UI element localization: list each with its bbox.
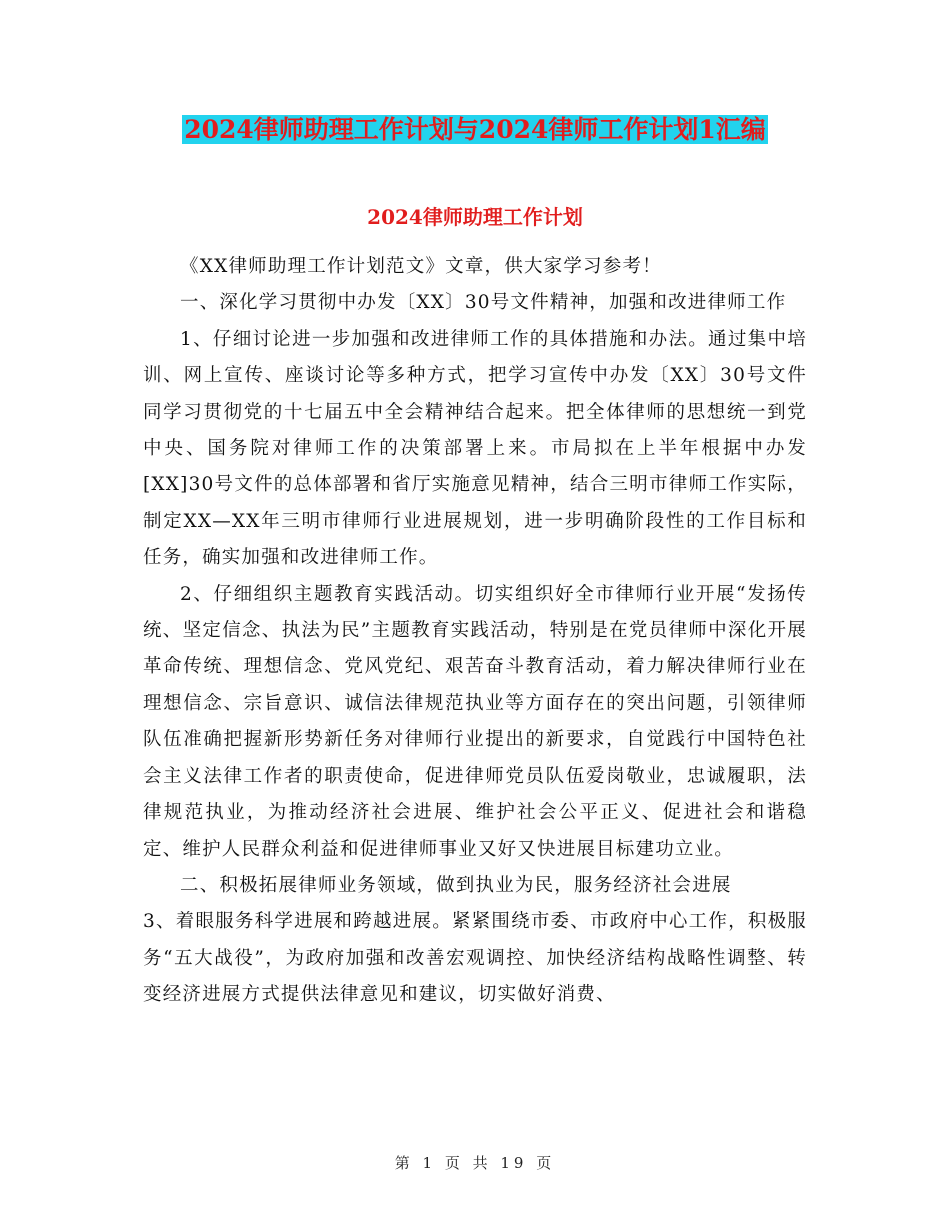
paragraph-item-3: 3、着眼服务科学进展和跨越进展。紧紧围绕市委、市政府中心工作，积极服务“五大战役”，为政府加强和改善宏观调控、加快经济结构战略性调整、转变经济进展方式提供法律意见和建议，切实做好消费、 bbox=[143, 911, 807, 1006]
paragraph-item-2: 2、仔细组织主题教育实践活动。切实组织好全市律师行业开展“发扬传统、坚定信念、执法为民”主题教育实践活动，特别是在党员律师中深化开展革命传统、理想信念、党风党纪、艰苦奋斗教育活动，着力解决律师行业在理想信念、宗旨意识、诚信法律规范执业等方面存在的突出问题，引领律师队伍准确把握新形势新任务对律师行业提出的新要求，自觉践行中国特色社会主义法律工作者的职责使命，促进律师党员队伍爱岗敬业，忠诚履职，法律规范执业，为推动经济社会进展、维护社会公平正义、促进社会和谐稳定、维护人民群众利益和促进律师事业又好又快进展目标建功立业。 bbox=[143, 583, 807, 860]
paragraph-intro: 《XX律师助理工作计划范文》文章，供大家学习参考！ bbox=[180, 256, 662, 277]
paragraph-item-1: 1、仔细讨论进一步加强和改进律师工作的具体措施和办法。通过集中培训、网上宣传、座谈讨论等多种方式，把学习宣传中办发〔XX〕30号文件同学习贯彻党的十七届五中全会精神结合起来。把全体律师的思想统一到党中央、国务院对律师工作的决策部署上来。市局拟在上半年根据中办发[XX]30号文件的总体部署和省厅实施意见精神，结合三明市律师工作实际，制定XX—XX年三明市律师行业进展规划，进一步明确阶段性的工作目标和任务，确实加强和改进律师工作。 bbox=[143, 328, 807, 569]
page-footer: 第 1 页 共 19 页 bbox=[394, 1154, 556, 1172]
document-title-text: 2024律师助理工作计划与2024律师工作计划1汇编 bbox=[184, 115, 766, 144]
document-body bbox=[143, 249, 807, 1014]
section-title: 2024律师助理工作计划 bbox=[367, 205, 583, 229]
paragraph-heading-2: 二、积极拓展律师业务领域，做到执业为民，服务经济社会进展 bbox=[180, 874, 732, 896]
paragraph-heading-1: 一、深化学习贯彻中办发〔XX〕30号文件精神，加强和改进律师工作 bbox=[180, 292, 787, 314]
document-title bbox=[0, 110, 950, 150]
